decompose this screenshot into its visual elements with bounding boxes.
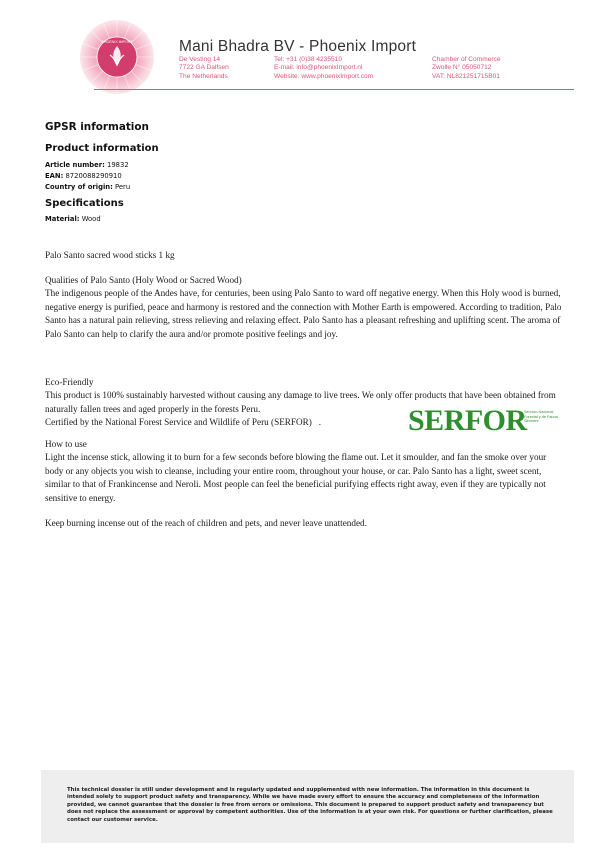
header-divider xyxy=(94,89,574,90)
article-number-row xyxy=(45,161,129,169)
eco-heading: Eco-Friendly xyxy=(45,377,94,387)
registry-line: Chamber of Commerce xyxy=(432,56,501,63)
company-contact xyxy=(274,56,373,81)
registry-line: VAT: NL821251715B01 xyxy=(432,72,500,80)
safety-warning: Keep burning incense out of the reach of children and pets, and never leave unattended. xyxy=(45,518,367,528)
phoenix-import-logo xyxy=(79,19,155,95)
eco-certification: Certified by the National Forest Service and Wildlife of Peru (SERFOR) . xyxy=(45,417,322,428)
address-line: De Vesting 14 xyxy=(179,56,221,63)
material-label: Material: xyxy=(45,215,80,223)
gpsr-title: GPSR information xyxy=(45,121,149,133)
company-name: Mani Bhadra BV - Phoenix Import xyxy=(179,38,417,55)
company-address xyxy=(179,56,229,81)
registry-line: Zwolle N° 05050712 xyxy=(432,64,492,72)
howto-section xyxy=(45,438,565,505)
howto-body: Light the incense stick, allowing it to burn for a few seconds before blowing the flame out. Let it smoulder, and fan the smoke over your body or any objects you wish to cleanse, including your entire room, throughout your house, or car. Palo Santo has a light, sweet scent, similar to that of Frankincense and Neroli. Most people can feel the beneficial purifying effects right away, even if they are typically not sensitive to energy. xyxy=(45,452,547,503)
origin-label: Country of origin: xyxy=(45,183,113,191)
logo-lettering: PHOENIX IMPORT xyxy=(101,40,133,44)
address-line: The Netherlands xyxy=(179,72,228,80)
origin-value: Peru xyxy=(115,183,131,191)
serfor-wordmark: SERFOR xyxy=(408,404,527,437)
product-info-heading: Product information xyxy=(45,143,159,154)
serfor-logo xyxy=(408,404,568,438)
howto-heading: How to use xyxy=(45,439,87,449)
disclaimer-box xyxy=(41,770,574,843)
email-line[interactable]: E-mail: info@phoenixImport.nl xyxy=(274,64,363,72)
qualities-body: The indigenous people of the Andes have, for centuries, been using Palo Santo to ward off negative energy. When this Holy wood is burned, negative energy is purified, peace and harmony is restored and the connection with Mother Earth is empowered. According to tradition, Palo Santo has a natural pain relieving, stress relieving and relaxing effect. Palo Santo has a pleasant refreshing and uplifting scent. The aroma of Palo Santo can help to clarify the aura and/or promote positive feelings and joy. xyxy=(45,288,562,339)
disclaimer-text: This technical dossier is still under development and is regularly updated and supplemented with new information. The information in this document is intended solely to support product safety and transparency. While we have made every effort to ensure the accuracy and completeness of the information provided, we cannot guarantee that the dossier is free from errors or omissions. This document is prepared to support product safety and transparency but does not replace the assessment or approval by competent authorities. Use of the information is at your own risk. For questions or further clarification, please contact our customer service. xyxy=(67,787,553,823)
phone-line: Tel: +31 (0)38 4235510 xyxy=(274,56,343,63)
material-row xyxy=(45,215,101,223)
product-title: Palo Santo sacred wood sticks 1 kg xyxy=(45,250,175,260)
article-number-label: Article number: xyxy=(45,161,105,169)
ean-value: 8720088290910 xyxy=(65,172,122,180)
company-registry xyxy=(432,56,501,81)
eco-body: This product is 100% sustainably harvested without causing any damage to live trees. We only offer products that have been obtained from naturally fallen trees and aged properly in the forests Peru. xyxy=(45,390,556,414)
article-number-value: 19832 xyxy=(107,161,129,169)
ean-label: EAN: xyxy=(45,172,64,180)
website-line[interactable]: Website: www.phoenixImport.com xyxy=(274,72,374,80)
address-line: 7722 GA Dalfsen xyxy=(179,64,229,72)
ean-row xyxy=(45,172,122,180)
specifications-heading: Specifications xyxy=(45,198,124,209)
material-value: Wood xyxy=(81,215,101,223)
serfor-subtitle: Servicio Nacional Forestal y de Fauna Silvestre xyxy=(524,410,558,424)
qualities-section xyxy=(45,274,565,341)
origin-row xyxy=(45,183,130,191)
qualities-heading: Qualities of Palo Santo (Holy Wood or Sacred Wood) xyxy=(45,275,242,285)
